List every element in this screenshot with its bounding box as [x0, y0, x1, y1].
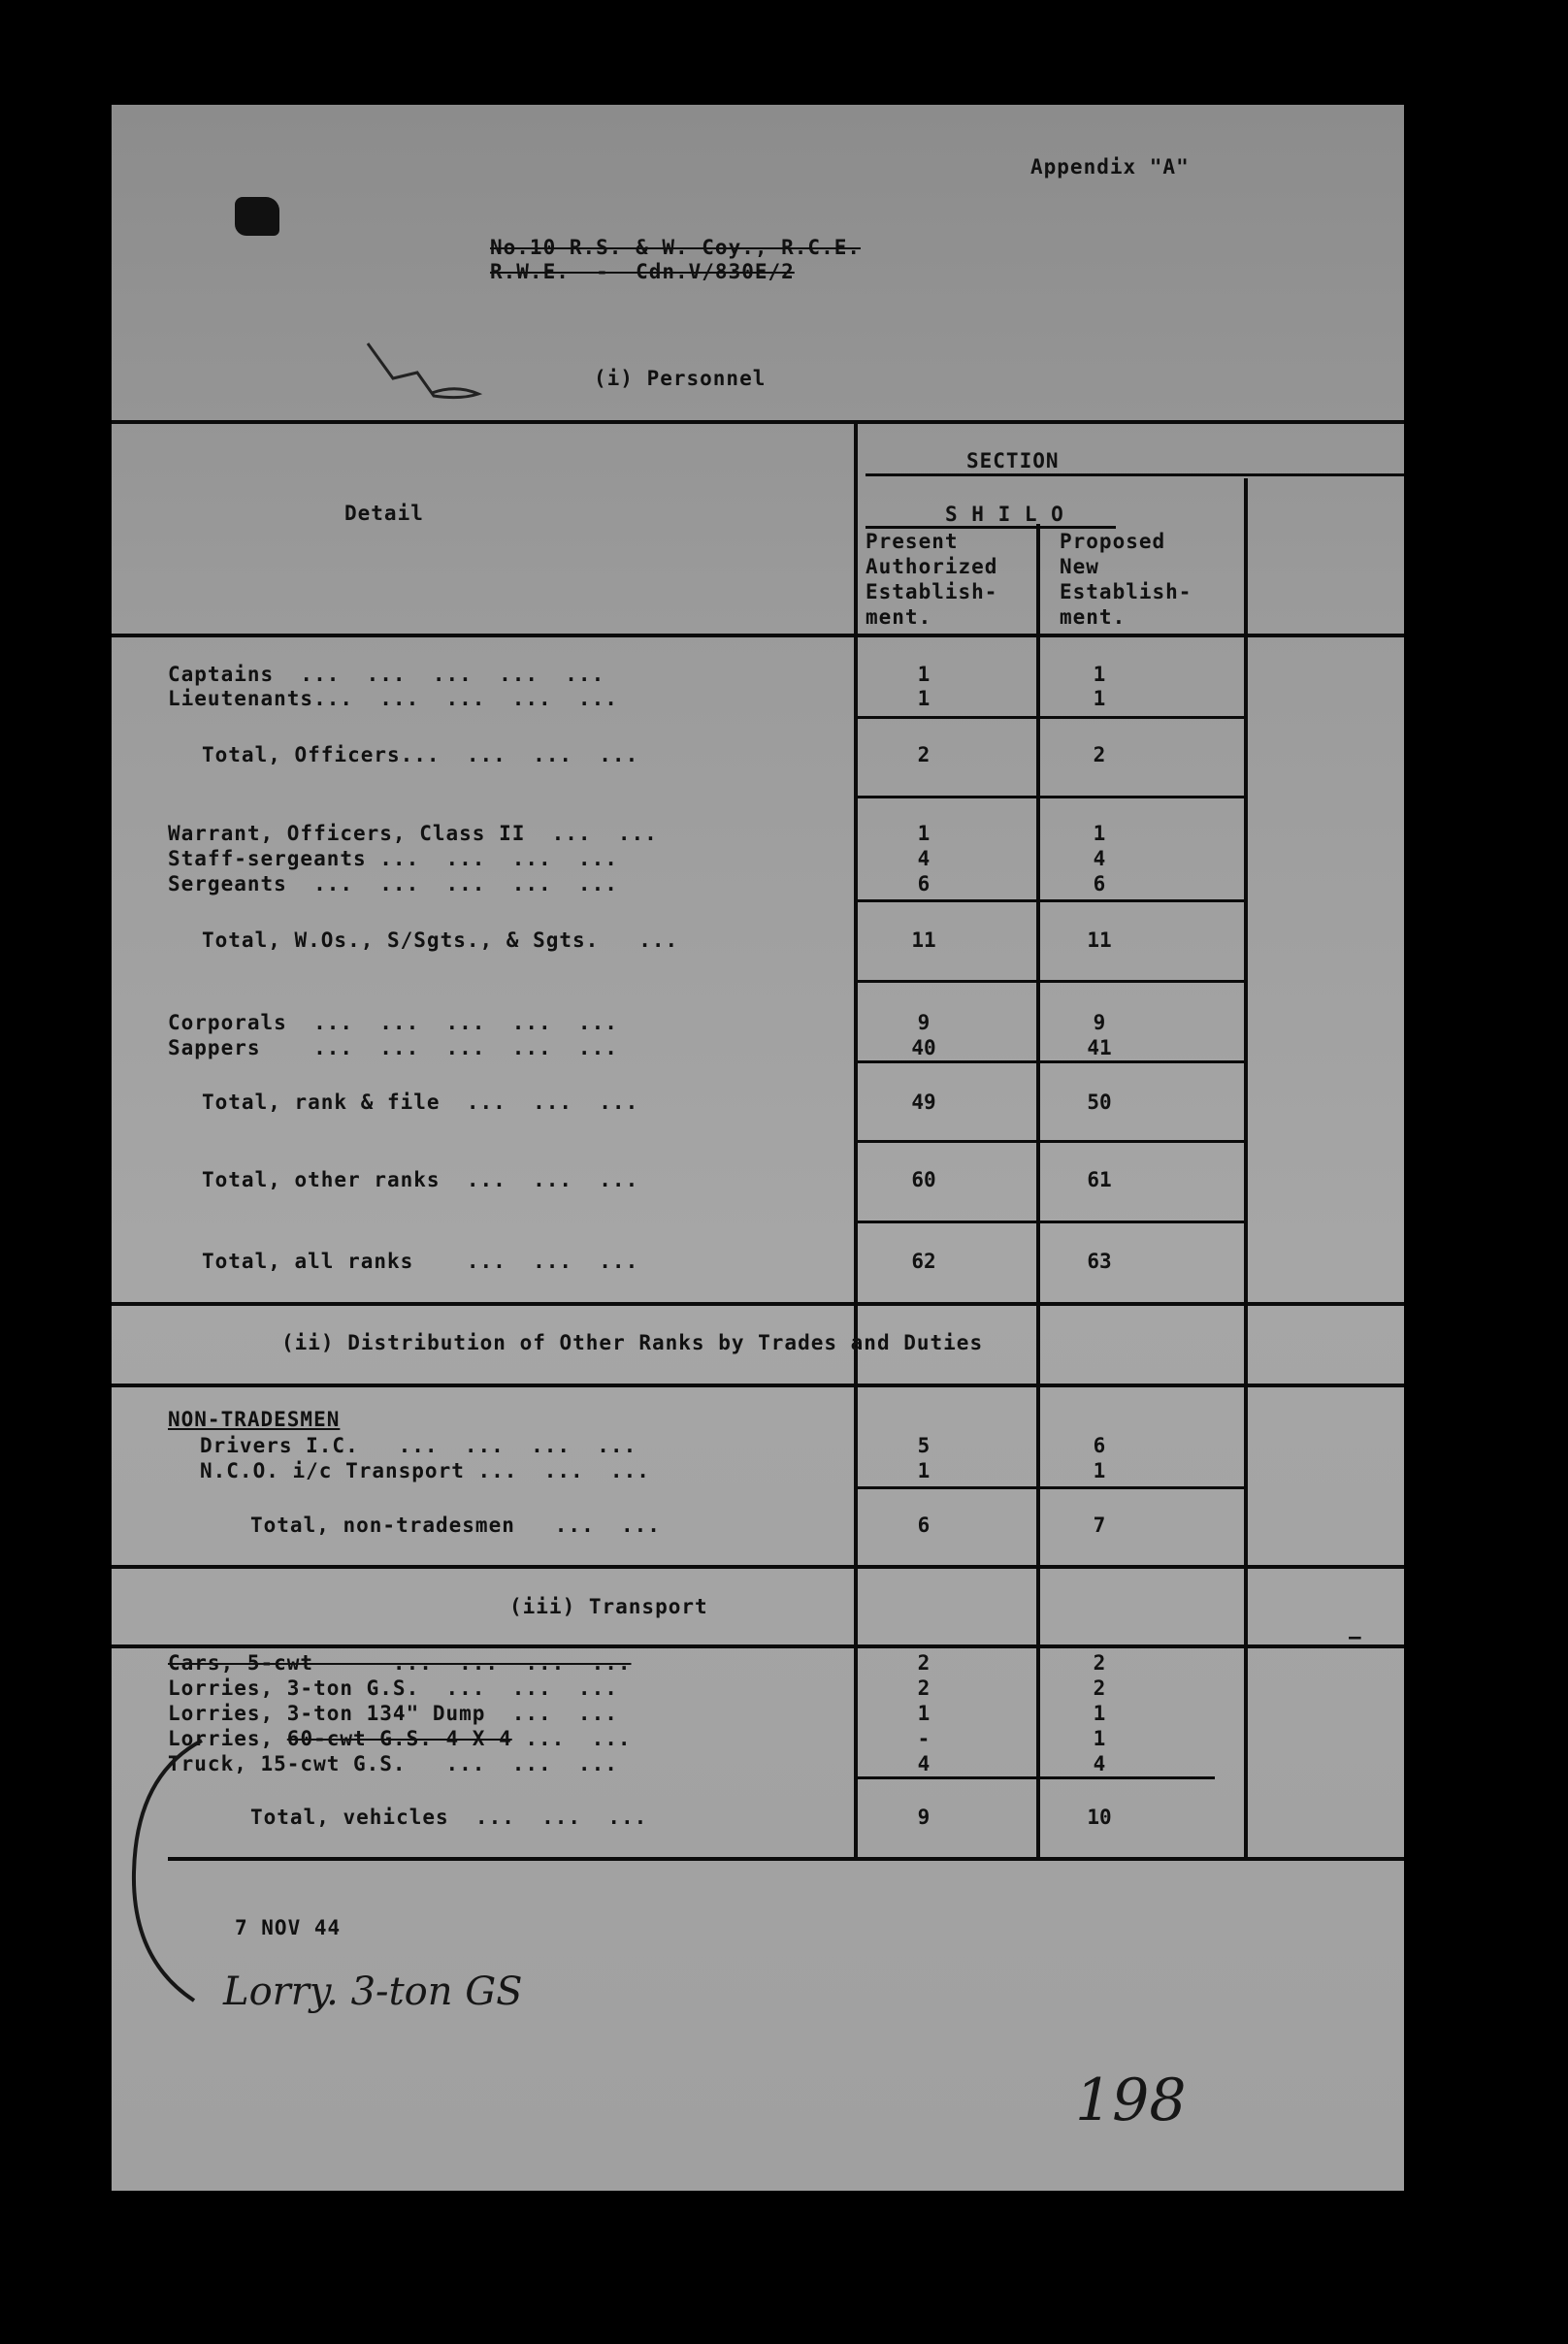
rule [854, 796, 1248, 798]
non-tradesmen-heading: NON-TRADESMEN [168, 1408, 341, 1431]
row-corporals-proposed: 9 [1093, 1011, 1106, 1034]
row-sappers-label: Sappers ... ... ... ... ... [168, 1036, 618, 1059]
row-lorries-struck-present: - [917, 1727, 931, 1750]
distribution-bottom-rule [112, 1565, 1404, 1569]
row-drivers-present: 5 [917, 1434, 931, 1457]
row-drivers-proposed: 6 [1093, 1434, 1106, 1457]
row-nco-label: N.C.O. i/c Transport ... ... ... [200, 1459, 650, 1482]
row-corporals-label: Corporals ... ... ... ... ... [168, 1011, 618, 1034]
row-total-rank-file-proposed: 50 [1087, 1091, 1112, 1114]
row-total-non-tradesmen-present: 6 [917, 1514, 931, 1537]
row-lorries-gs-proposed: 2 [1093, 1677, 1106, 1700]
proposed-col-header: Proposed New Establish- ment. [1060, 530, 1192, 629]
row-sergeants-label: Sergeants ... ... ... ... ... [168, 872, 618, 895]
row-lieutenants-present: 1 [917, 687, 931, 710]
row-cars-present: 2 [917, 1651, 931, 1675]
transport-top-rule [112, 1644, 1404, 1648]
row-lorries-gs-label: Lorries, 3-ton G.S. ... ... ... [168, 1677, 618, 1700]
row-staff-sergeants-label: Staff-sergeants ... ... ... ... [168, 847, 618, 870]
row-lorries-struck-proposed: 1 [1093, 1727, 1106, 1750]
row-warrant-label: Warrant, Officers, Class II ... ... [168, 822, 658, 845]
date-stamp: 7 NOV 44 [235, 1916, 342, 1939]
row-total-wos-present: 11 [911, 928, 936, 952]
row-lorries-dump-label: Lorries, 3-ton 134" Dump ... ... [168, 1702, 618, 1725]
row-total-other-ranks-proposed: 61 [1087, 1168, 1112, 1191]
rule [854, 1221, 1248, 1223]
row-lorries-dump-proposed: 1 [1093, 1702, 1106, 1725]
row-lorries-gs-present: 2 [917, 1677, 931, 1700]
table-top-rule [112, 420, 1404, 424]
row-total-wos-label: Total, W.Os., S/Sgts., & Sgts. ... [202, 928, 679, 952]
unit-title: No.10 R.S. & W. Coy., R.C.E. [490, 236, 862, 259]
row-truck-present: 4 [917, 1752, 931, 1775]
row-drivers-label: Drivers I.C. ... ... ... ... [200, 1434, 637, 1457]
shilo-header: S H I L O [945, 503, 1064, 526]
row-total-all-ranks-present: 62 [911, 1250, 936, 1273]
document-page [112, 105, 1404, 2191]
row-lorries-struck-label: Lorries, 60-cwt G.S. 4 X 4 ... ... [168, 1727, 632, 1750]
row-truck-proposed: 4 [1093, 1752, 1106, 1775]
rule [854, 980, 1248, 983]
row-staff-sergeants-proposed: 4 [1093, 847, 1106, 870]
row-nco-proposed: 1 [1093, 1459, 1106, 1482]
row-total-vehicles-label: Total, vehicles ... ... ... [250, 1806, 648, 1829]
row-sergeants-present: 6 [917, 872, 931, 895]
row-total-other-ranks-label: Total, other ranks ... ... ... [202, 1168, 639, 1191]
rule [854, 899, 1248, 902]
header-bottom-rule [112, 634, 1404, 637]
row-staff-sergeants-present: 4 [917, 847, 931, 870]
rule [854, 1140, 1248, 1143]
distribution-title: (ii) Distribution of Other Ranks by Trades and Duties [281, 1331, 984, 1354]
row-corporals-present: 9 [917, 1011, 931, 1034]
rule [854, 1776, 1215, 1779]
transport-title: (iii) Transport [509, 1595, 708, 1618]
row-cars-label: Cars, 5-cwt ... ... ... ... [168, 1651, 632, 1675]
personnel-bottom-rule [112, 1302, 1404, 1306]
row-total-rank-file-label: Total, rank & file ... ... ... [202, 1091, 639, 1114]
row-total-vehicles-present: 9 [917, 1806, 931, 1829]
row-total-other-ranks-present: 60 [911, 1168, 936, 1191]
row-captains-present: 1 [917, 663, 931, 686]
row-total-wos-proposed: 11 [1087, 928, 1112, 952]
row-total-non-tradesmen-proposed: 7 [1093, 1514, 1106, 1537]
row-warrant-present: 1 [917, 822, 931, 845]
appendix-label: Appendix "A" [1030, 155, 1190, 179]
section-header: SECTION [966, 449, 1060, 472]
pencil-tick-mark [364, 340, 490, 407]
row-total-vehicles-proposed: 10 [1087, 1806, 1112, 1829]
rule [854, 716, 1248, 719]
section-underline [866, 473, 1404, 476]
table-bottom-rule [168, 1857, 1404, 1861]
detail-header: Detail [344, 502, 424, 525]
page-number: 198 [1075, 2067, 1187, 2134]
handwritten-note: Lorry. 3-ton GS [223, 1970, 523, 2014]
row-warrant-proposed: 1 [1093, 822, 1106, 845]
column-divider-right [1244, 478, 1248, 1861]
distribution-top-rule [112, 1384, 1404, 1387]
row-total-rank-file-present: 49 [911, 1091, 936, 1114]
row-total-officers-label: Total, Officers... ... ... ... [202, 743, 639, 766]
ink-blot [235, 197, 279, 236]
row-truck-label: Truck, 15-cwt G.S. ... ... ... [168, 1752, 618, 1775]
row-sappers-proposed: 41 [1087, 1036, 1112, 1059]
row-captains-label: Captains ... ... ... ... ... [168, 663, 605, 686]
row-nco-present: 1 [917, 1459, 931, 1482]
handwritten-bracket [116, 1737, 233, 2018]
personnel-title: (i) Personnel [594, 367, 767, 390]
row-lorries-dump-present: 1 [917, 1702, 931, 1725]
row-cars-proposed: 2 [1093, 1651, 1106, 1675]
row-captains-proposed: 1 [1093, 663, 1106, 686]
row-sappers-present: 40 [911, 1036, 936, 1059]
rule [854, 1060, 1248, 1063]
row-lieutenants-label: Lieutenants... ... ... ... ... [168, 687, 618, 710]
unit-reference: R.W.E. - Cdn.V/830E/2 [490, 260, 795, 283]
row-total-officers-proposed: 2 [1093, 743, 1106, 766]
row-lieutenants-proposed: 1 [1093, 687, 1106, 710]
present-col-header: Present Authorized Establish- ment. [866, 530, 998, 629]
rule [854, 1486, 1248, 1489]
row-total-officers-present: 2 [917, 743, 931, 766]
row-total-all-ranks-proposed: 63 [1087, 1250, 1112, 1273]
row-sergeants-proposed: 6 [1093, 872, 1106, 895]
column-divider-middle [1036, 524, 1040, 1861]
margin-dash: — [1349, 1625, 1362, 1648]
row-total-non-tradesmen-label: Total, non-tradesmen ... ... [250, 1514, 661, 1537]
row-total-all-ranks-label: Total, all ranks ... ... ... [202, 1250, 639, 1273]
